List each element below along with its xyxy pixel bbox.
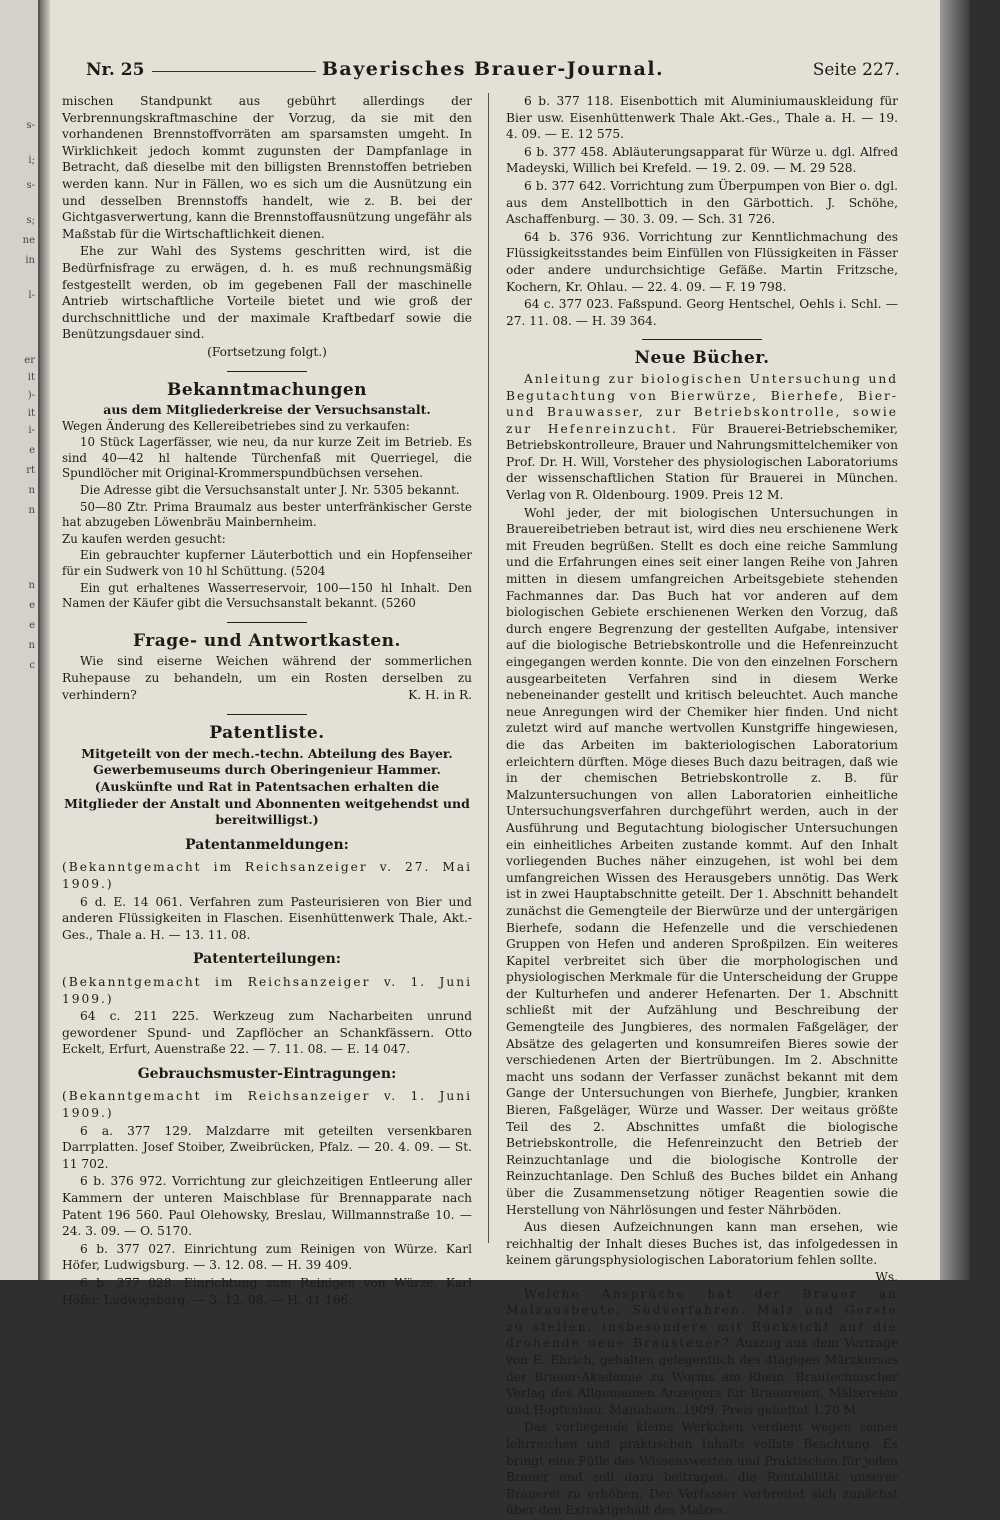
patent-entry: 64 c. 211 225. Werkzeug zum Nacharbeiten unrund gewordener Spund- und Zapflöcher an Schankfässern. Otto Eckelt, Erfurt, Auenstraße 22. — 7. 11. 08. — E. 14 047. bbox=[62, 1009, 472, 1057]
book-title: Welche Ansprüche hat der Brauer an Malzausbeute, Sudverfahren, Malz und Gerste zu stellen, insbesondere mit Rücksicht auf die drohende neue Brausteuer? bbox=[506, 1286, 898, 1351]
right-column bbox=[506, 93, 898, 1520]
publication-note: (Bekanntgemacht im Reichsanzeiger v. 1. Juni 1909.) bbox=[62, 974, 472, 1006]
patent-note: (Auskünfte und Rat in Patentsachen erhalten die Mitglieder der Anstalt und Abonnenten weitgehendst und bereitwilligst.) bbox=[64, 778, 470, 828]
patent-entry: 6 b. 377 028. Einrichtung zum Reinigen von Würze. Karl Höfer, Ludwigsburg. — 3. 12. 08. — H. 41 166. bbox=[62, 1276, 472, 1307]
patent-entry: 64 c. 377 023. Faßspund. Georg Hentschel, Oehls i. Schl. — 27. 11. 08. — H. 39 364. bbox=[506, 297, 898, 328]
patent-entry: 6 b. 377 642. Vorrichtung zum Überpumpen von Bier o. dgl. aus dem Anstellbottich in den Gärbottich. J. Schöhe, Aschaffenburg. — 30. 3. 09. — Sch. 31 726. bbox=[506, 178, 898, 227]
issue-number: Nr. 25 bbox=[86, 60, 145, 80]
publication-note: (Bekanntgemacht im Reichsanzeiger v. 1. Juni 1909.) bbox=[62, 1089, 472, 1121]
book-review-paragraph: Das vorliegende kleine Werkchen verdient wegen seines lehrreichen und praktischen Inhalts vollste Beachtung. Es bringt eine Fülle des Wissenswerten und Praktischen für jeden Brauer und soll dazu beitragen, die Rentabilität unserer Brauerei zu erhöhen. Der Verfasser verbreitet sich zunächst über den Extraktgehalt des Malzes. bbox=[506, 1420, 898, 1518]
journal-title: Bayerisches Brauer-Journal. bbox=[86, 58, 900, 80]
subsection-gebrauchsmuster: Gebrauchsmuster-Eintragungen: bbox=[137, 1065, 397, 1082]
book-review-paragraph: Wohl jeder, der mit biologischen Untersuchungen in Brauereibetrieben betraut ist, wird dies neu erschienene Werk mit Freuden begrüßen. Stellt es doch eine reiche Sammlung und die Erfahrungen eines seit einer langen Reihe von Jahren mitten in diesem umfangreichen Arbeitsgebiete stehenden Fachmannes dar. Das Buch hat vor anderen auf dem biologischen Gebiete erschienenen Werken den Vorzug, daß durch engere Begrenzung der gestellten Aufgabe, intensiver auf die biologische Betriebskontrolle und die Hefenreinzucht eingegangen werden konnte. Die von den einzelnen Forschern ausgearbeiteten Verfahren sind in diesem Werke nebeneinander gestellt und kritisch beleuchtet. Auch manche neue Anregungen wird der Chemiker hier finden. Und nicht zuletzt wird auf manche wertvollen Kunstgriffe hingewiesen, die das Arbeiten im bakteriologischen Laboratorium erleichtern dürften. Möge dieses Buch dazu beitragen, daß wie in der chemischen Betriebskontrolle z. B. für Malzuntersuchungen von allen Laboratorien einheitliche Untersuchungsverfahren durchgeführt werden, auch in der Ausführung und Begutachtung biologischer Untersuchungen ein einheitliches Arbeiten zustande kommt. Auf den Inhalt vorliegenden Buches näher einzugehen, ist wohl bei dem umfangreichen Wissen des Herausgebers unnötig. Das Werk ist in zwei Hauptabschnitte geteilt. Der 1. Abschnitt behandelt zunächst die Gemengteile der Bierwürze und der untergärigen Bierhefe, sodann die Hefenzelle und die verschiedenen Gruppen von Hefen und anderen Sproßpilzen. Ein weiteres Kapitel verbreitet sich über die morphologischen und physiologischen Merkmale für die Unterscheidung der Gruppe der Kulturhefen und anderer Hefenarten. Der 1. Abschnitt schließt mit der Aufzählung und Beschreibung der Gemengteile des Jungbieres, des normalen Faßgeläger, der Absätze des gelagerten und konsumreifen Bieres sowie der verschiedenen Arten der Biertrübungen. Im 2. Abschnitte macht uns sodann der Verfasser zunächst bekannt mit dem Gange der Untersuchungen von Bierhefe, Jungbier, kranken Bieren, Faßgeläger, Würze und Wasser. Der weitaus größte Teil des 2. Abschnittes umfaßt die biologische Betriebskontrolle, die Hefenreinzucht den Betrieb der Reinzuchtanlage und die biologische Kontrolle der Reinzuchtanlage. Den Schluß des Buches bildet ein Anhang über die Zusammensetzung nötiger Reagentien sowie die Herstellung von Nährlösungen und fester Nährböden. bbox=[506, 505, 898, 1217]
previous-page-edge: s- i; s- s; ne in l- er it )- it i- e rt n n n e e n c bbox=[0, 0, 40, 1280]
section-title-patentliste: Patentliste. bbox=[209, 723, 325, 744]
patent-entry: 6 b. 376 972. Vorrichtung zur gleichzeitigen Entleerung aller Kammern der unteren Maischblase für Brennapparate nach Patent 196 560. Paul Olehowsky, Breslau, Willmannstraße 10. — 24. 3. 09. — O. 5170. bbox=[62, 1174, 472, 1239]
book-review bbox=[506, 1286, 898, 1419]
patent-entry: 6 a. 377 129. Malzdarre mit geteilten versenkbaren Darrplatten. Josef Stoiber, Zweibrücken, Pfalz. — 20. 4. 09. — St. 11 702. bbox=[62, 1123, 472, 1171]
page-number: Seite 227. bbox=[812, 60, 900, 80]
wanted-item: Ein gut erhaltenes Wasserreservoir, 100—150 hl Inhalt. Den Namen der Käufer gibt die Versuchsanstalt bekannt. (5260 bbox=[62, 580, 472, 611]
section-rule bbox=[227, 371, 307, 372]
question-text: Wie sind eiserne Weichen während der sommerlichen Ruhepause zu behandeln, um ein Rosten derselben zu verhindern? K. H. in R. bbox=[62, 654, 472, 702]
book-review-paragraph: Aus diesen Aufzeichnungen kann man ersehen, wie reichhaltig der Inhalt dieses Buches ist, das infolgedessen in keinem gärungsphysiologischen Laboratorium fehlen sollte. Ws. bbox=[506, 1220, 898, 1284]
section-title-neue-buecher: Neue Bücher. bbox=[634, 348, 770, 369]
book-meta: Auszug aus dem Vortrage von E. Ehrich, gehalten gelegentlich des 4tägigen Märzkursus der Brauer-Akademie zu Worms am Rhein. Brautechnischer Verlag des Allgemeinen Anzeigers für Brauereien, Mälzereien und Hopfenbau. Mannheim. 1909. Preis geheftet 1.20 M. bbox=[506, 1336, 898, 1417]
section-subtitle: aus dem Mitgliederkreise der Versuchsanstalt. bbox=[103, 402, 431, 418]
section-title-bekanntmachungen: Bekanntmachungen bbox=[166, 379, 368, 400]
patent-entry: 64 b. 376 936. Vorrichtung zur Kenntlichmachung des Flüssigkeitsstandes beim Einfüllen von Flüssigkeiten in Fässer oder andere undurchsichtige Gefäße. Martin Fritzsche, Kochern, Kr. Ohlau. — 22. 4. 09. — F. 19 798. bbox=[506, 229, 898, 294]
patent-entry: 6 b. 377 027. Einrichtung zum Reinigen von Würze. Karl Höfer, Ludwigsburg. — 3. 12. 08. — H. 39 409. bbox=[62, 1241, 472, 1273]
question-signature: K. H. in R. bbox=[408, 687, 472, 702]
subsection-anmeldungen: Patentanmeldungen: bbox=[185, 836, 349, 853]
section-rule bbox=[642, 339, 762, 340]
book-meta: Für Brauerei-Betriebschemiker, Betriebskontrolleure, Brauer und Nahrungsmittelchemiker von Prof. Dr. H. Will, Vorsteher des physiologischen Laboratoriums der wissenschaftlichen Station für Brauerei in München. Verlag von R. Oldenbourg. 1909. Preis 12 M. bbox=[506, 421, 899, 503]
page-edge-shadow bbox=[940, 0, 970, 1280]
publication-note: (Bekanntgemacht im Reichsanzeiger v. 27. Mai 1909.) bbox=[62, 860, 472, 891]
subsection-erteilungen: Patenterteilungen: bbox=[193, 951, 341, 968]
notice-item: 10 Stück Lagerfässer, wie neu, da nur kurze Zeit im Betrieb. Es sind 40—42 hl haltende Türchenfaß mit Querriegel, die Spundlöcher mit Original-Krommerspundbüchsen versehen. bbox=[62, 435, 472, 481]
wanted-intro: Zu kaufen werden gesucht: bbox=[62, 531, 226, 546]
book-title: Anleitung zur biologischen Untersuchung und Begutachtung von Bierwürze, Bierhefe, Bier- und Brauwasser, zur Betriebskontrolle, sowie zur Hefenreinzucht. bbox=[506, 371, 898, 436]
journal-page bbox=[50, 0, 970, 1518]
column-divider bbox=[488, 93, 489, 1243]
patent-credit: Mitgeteilt von der mech.-techn. Abteilung des Bayer. Gewerbemuseums durch Oberingenieur Hammer. bbox=[81, 745, 453, 778]
continuation-note: (Fortsetzung folgt.) bbox=[207, 344, 327, 359]
notice-item: Die Adresse gibt die Versuchsanstalt unter J. Nr. 5305 bekannt. bbox=[80, 483, 460, 498]
patent-entry: 6 d. E. 14 061. Verfahren zum Pasteurisieren von Bier und anderen Flüssigkeiten in Flaschen. Eisenhüttenwerk Thale, Akt.-Ges., Thale a. H. — 13. 11. 08. bbox=[62, 894, 472, 942]
book-review bbox=[506, 371, 898, 504]
section-rule bbox=[227, 622, 307, 623]
review-signature: Ws. bbox=[875, 1269, 898, 1284]
page-header bbox=[86, 56, 900, 84]
section-title-frage: Frage- und Antwortkasten. bbox=[133, 630, 401, 651]
section-rule bbox=[227, 714, 307, 715]
left-column bbox=[62, 93, 472, 1309]
notice-intro: Wegen Änderung des Kellereibetriebes sind zu verkaufen: bbox=[62, 418, 410, 433]
patent-entry: 6 b. 377 458. Abläuterungsapparat für Würze u. dgl. Alfred Madeyski, Willich bei Krefeld. — 19. 2. 09. — M. 29 528. bbox=[506, 144, 898, 176]
wanted-item: Ein gebrauchter kupferner Läuterbottich und ein Hopfenseiher für ein Sudwerk von 10 hl Schüttung. (5204 bbox=[62, 548, 472, 579]
article-paragraph: Ehe zur Wahl des Systems geschritten wird, ist die Bedürfnisfrage zu erwägen, d. h. es muß rechnungsmäßig festgestellt werden, ob im gegebenen Fall der maschinelle Antrieb wirtschaftliche Vorteile bietet und wie groß der durchschnittliche und der maximale Kraftbedarf sowie die Benützungsdauer sind. bbox=[62, 244, 472, 342]
notice-item: 50—80 Ztr. Prima Braumalz aus bester unterfränkischer Gerste hat abzugeben Löwenbräu Mainbernheim. bbox=[62, 499, 472, 530]
article-paragraph: mischen Standpunkt aus gebührt allerdings der Verbrennungskraftmaschine der Vorzug, da sie mit den vorhandenen Brennstoffvorräten am sparsamsten umgeht. In Wirklichkeit jedoch kommt zugunsten der Dampfanlage in Betracht, daß dieselbe mit den billigsten Brennstoffen betrieben werden kann. Nur in Fällen, wo es sich um die Ausnützung ein und desselben Brennstoffs handelt, wie z. B. bei der Gichtgasverwertung, kann die Brennstoffausnützung ungefähr als Maßstab für die Wirtschaftlichkeit dienen. bbox=[62, 94, 472, 241]
book-spine bbox=[40, 0, 50, 1280]
patent-entry: 6 b. 377 118. Eisenbottich mit Aluminiumauskleidung für Bier usw. Eisenhüttenwerk Thale Akt.-Ges., Thale a. H. — 19. 4. 09. — E. 12 575. bbox=[506, 94, 898, 142]
